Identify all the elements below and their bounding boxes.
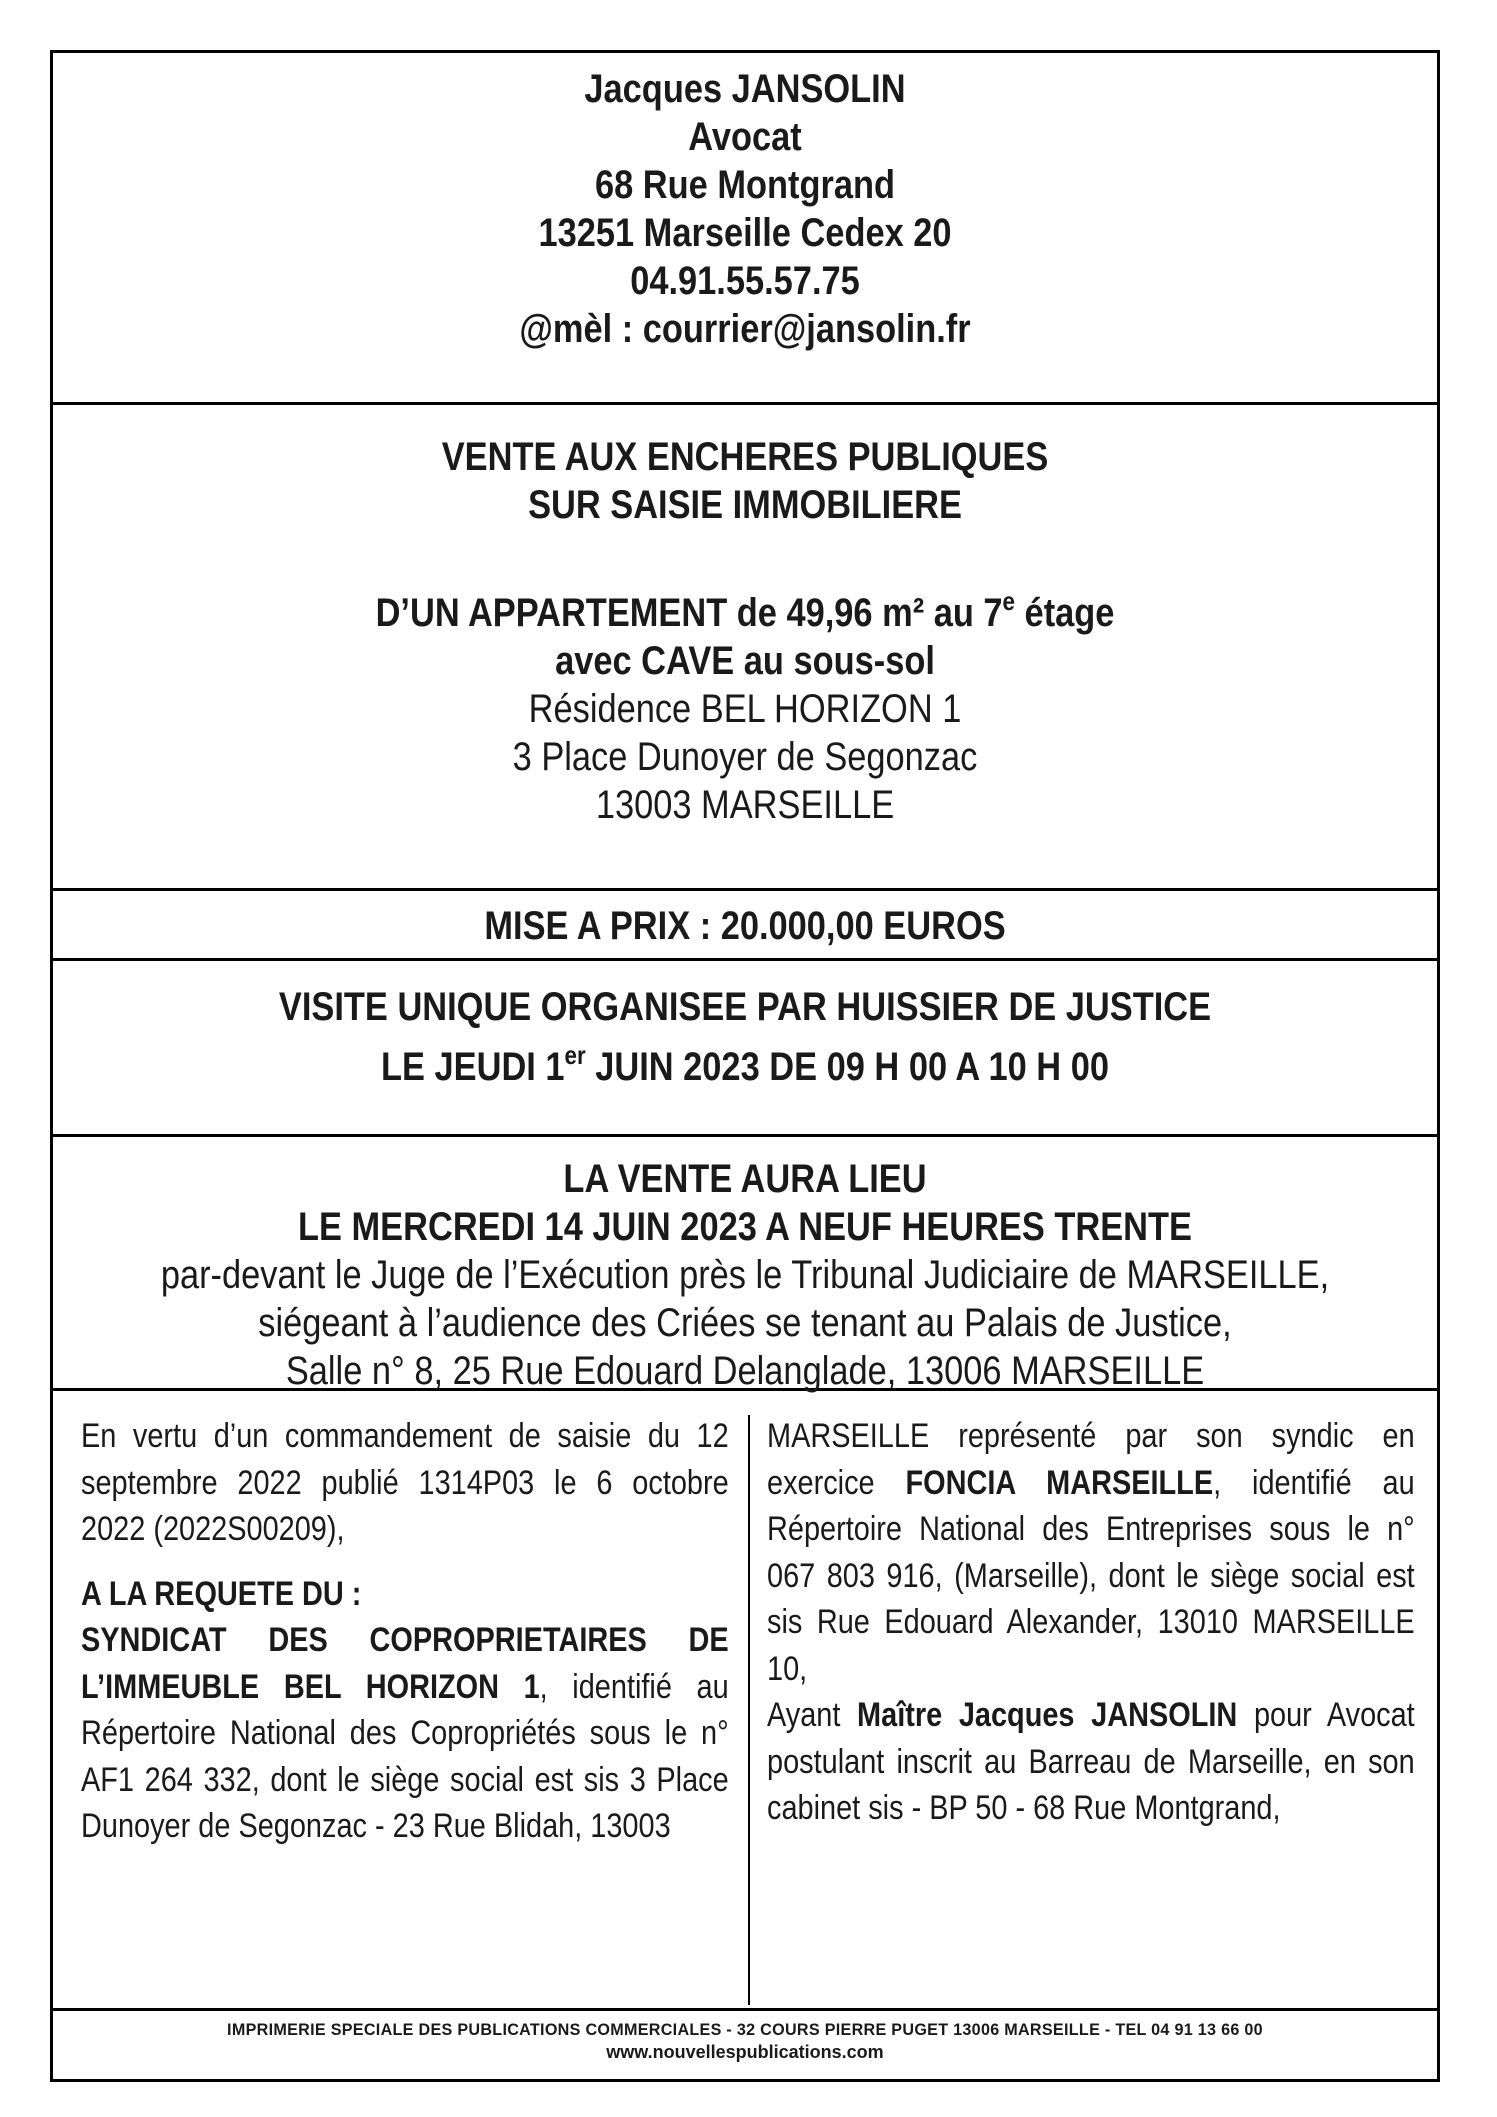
lawyer-city: 13251 Marseille Cedex 20 xyxy=(538,211,952,255)
visit-line-2-pre: LE JEUDI 1 xyxy=(381,1045,565,1089)
sale-object-text-end: étage xyxy=(1014,591,1115,635)
starting-price xyxy=(53,891,1437,961)
printer-website[interactable]: www.nouvellespublications.com xyxy=(606,2042,884,2062)
auction-line-2: LE MERCREDI 14 JUIN 2023 A NEUF HEURES TRENTE xyxy=(298,1205,1192,1249)
visit-line-2-sup: er xyxy=(564,1040,586,1070)
lawyer-name: Jacques JANSOLIN xyxy=(584,67,906,111)
visit-info xyxy=(53,961,1437,1137)
auction-info xyxy=(53,1137,1437,1391)
left-paragraph-2 xyxy=(81,1617,729,1850)
lawyer-street: 68 Rue Montgrand xyxy=(594,163,896,207)
visit-line-2-post: JUIN 2023 DE 09 H 00 A 10 H 00 xyxy=(585,1045,1109,1089)
right-paragraph-1-a: MARSEILLE représenté par son syndic en exercice xyxy=(767,1417,1415,1502)
syndic-name: FONCIA MARSEILLE xyxy=(905,1463,1214,1502)
property-city: 13003 MARSEILLE xyxy=(595,783,895,827)
column-divider xyxy=(748,1415,750,2005)
printer-address: IMPRIMERIE SPECIALE DES PUBLICATIONS COMMERCIALES - 32 COURS PIERRE PUGET 13006 MARSEILLE - TEL 04 91 13 66 00 xyxy=(227,2020,1263,2039)
sale-description xyxy=(53,405,1437,891)
sale-object-text: D’UN APPARTEMENT de 49,96 m² au 7 xyxy=(375,591,1003,635)
property-residence: Résidence BEL HORIZON 1 xyxy=(528,687,962,731)
sale-title-2: SUR SAISIE IMMOBILIERE xyxy=(528,483,962,527)
auction-line-5: Salle n° 8, 25 Rue Edouard Delanglade, 13006 MARSEILLE xyxy=(285,1349,1205,1393)
sale-title-1: VENTE AUX ENCHERES PUBLIQUES xyxy=(441,435,1049,479)
lawyer-phone: 04.91.55.57.75 xyxy=(630,259,860,303)
sale-object-sup: e xyxy=(1002,586,1015,616)
sale-object-2-pre: avec xyxy=(555,639,642,683)
body-columns xyxy=(53,1391,1437,2011)
auction-line-4: siégeant à l’audience des Criées se tenant au Palais de Justice, xyxy=(258,1301,1232,1345)
lawyer-header xyxy=(53,53,1437,405)
legal-notice-page xyxy=(50,50,1440,2082)
left-column xyxy=(81,1413,729,1850)
left-paragraph-1: En vertu d’un commandement de saisie du 12 septembre 2022 publié 1314P03 le 6 octobre 2022 (2022S00209), xyxy=(81,1417,729,1548)
lawyer-email[interactable]: @mèl : courrier@jansolin.fr xyxy=(519,307,971,351)
right-paragraph-2-a: Ayant xyxy=(767,1696,858,1734)
auction-line-3: par-devant le Juge de l’Exécution près le Tribunal Judiciaire de MARSEILLE, xyxy=(160,1253,1330,1297)
left-paragraph-2-text: , identifié au Répertoire National des Copropriétés sous le n° AF1 264 332, dont le siège social est sis 3 Place Dunoyer de Segonzac - 23 Rue Blidah, 13003 xyxy=(81,1667,729,1845)
right-paragraph-1 xyxy=(767,1413,1415,1692)
sale-object-2-bold: CAVE au sous-sol xyxy=(641,639,935,683)
right-paragraph-2 xyxy=(767,1692,1415,1832)
sale-object xyxy=(150,577,1340,637)
right-paragraph-2-b: pour Avocat postulant inscrit au Barreau de Marseille, en son cabinet sis - BP 50 - 68 Rue Montgrand, xyxy=(767,1696,1415,1827)
sale-object-2 xyxy=(150,637,1340,685)
auction-line-1: LA VENTE AURA LIEU xyxy=(563,1157,927,1201)
visit-line-1: VISITE UNIQUE ORGANISEE PAR HUISSIER DE JUSTICE xyxy=(278,985,1212,1029)
visit-line-2 xyxy=(150,1031,1340,1091)
property-street: 3 Place Dunoyer de Segonzac xyxy=(512,735,978,779)
starting-price-text: MISE A PRIX : 20.000,00 EUROS xyxy=(484,904,1006,948)
lawyer-mention: Maître Jacques JANSOLIN xyxy=(857,1696,1238,1734)
lawyer-title: Avocat xyxy=(688,115,802,159)
printer-footer xyxy=(53,2011,1437,2085)
request-heading: A LA REQUETE DU : xyxy=(81,1574,362,1613)
right-paragraph-1-b: , identifié au Répertoire National des Entreprises sous le n° 067 803 916, (Marseille), dont le siège social est sis Rue Edouard Alexander, 13010 MARSEILLE 10, xyxy=(767,1463,1415,1688)
right-column xyxy=(767,1413,1415,1832)
syndicate-name: SYNDICAT DES COPROPRIETAIRES DE L’IMMEUBLE BEL HORIZON 1 xyxy=(81,1621,729,1706)
